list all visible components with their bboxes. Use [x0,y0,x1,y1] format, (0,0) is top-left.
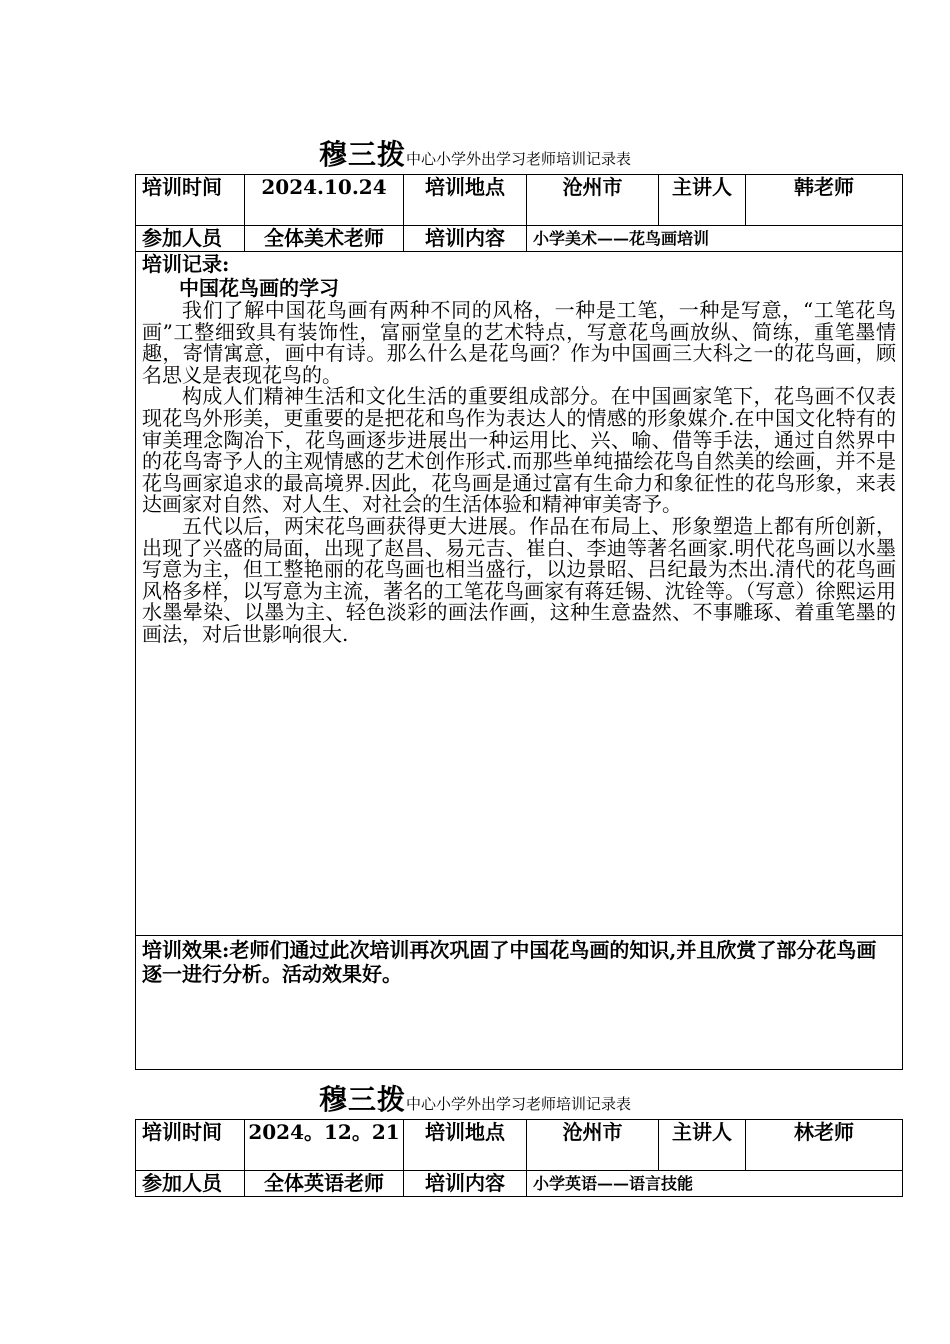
training-record-table [135,1119,903,1197]
place-value: 沧州市 [527,1120,659,1171]
form-title: 中心小学外出学习老师培训记录表 [406,1095,632,1113]
school-name: 穆三拨 [318,1083,406,1116]
info-row [136,1120,903,1171]
place-label: 培训地点 [404,175,527,226]
record-label: 培训记录: [142,252,230,276]
participants-label: 参加人员 [136,1171,245,1197]
participants-row [136,1171,903,1197]
participants-value: 全体英语老师 [245,1171,404,1197]
record-paragraph: 五代以后，两宋花鸟画获得更大进展。作品在布局上、形象塑造上都有所创新，出现了兴盛的局面，出现了赵昌、易元吉、崔白、李迪等著名画家.明代花鸟画以水墨写意为主，但工整艳丽的花鸟画也相当盛行，以边景昭、吕纪最为杰出.清代的花鸟画风格多样，以写意为主流，著名的工笔花鸟画家有蒋廷锡、沈铨等。（写意）徐熙运用水墨晕染、以墨为主、轻色淡彩的画法作画，这种生意盎然、不事雕琢、着重笔墨的画法，对后世影响很大. [142,513,896,646]
record-paragraph: 构成人们精神生活和文化生活的重要组成部分。在中国画家笔下，花鸟画不仅表现花鸟外形美，更重要的是把花和鸟作为表达人的情感的形象媒介.在中国文化特有的审美理念陶冶下，花鸟画逐步进展出一种运用比、兴、喻、借等手法，通过自然界中的花鸟寄予人的主观情感的艺术创作形式.而那些单纯描绘花鸟自然美的绘画，并不是花鸟画家追求的最高境界.因此，花鸟画是通过富有生命力和象征性的花鸟形象，来表达画家对自然、对人生、对社会的生活体验和精神审美寄予。 [142,384,896,517]
content-label: 培训内容 [404,226,527,252]
record-cell [136,252,903,936]
page-title [0,133,950,173]
place-value: 沧州市 [527,175,659,226]
effect-text: 培训效果:老师们通过此次培训再次巩固了中国花鸟画的知识,并且欣赏了部分花鸟画逐一进行分析。活动效果好。 [136,936,903,1070]
time-value: 2024。12。21 [245,1120,404,1171]
participants-row [136,226,903,252]
record-row [136,252,903,936]
record-heading: 中国花鸟画的学习 [179,276,339,300]
time-value: 2024.10.24 [245,175,404,226]
content-value: 小学美术——花鸟画培训 [527,226,903,252]
page-title [0,1078,950,1118]
place-label: 培训地点 [404,1120,527,1171]
effect-row [136,936,903,1070]
participants-value: 全体美术老师 [245,226,404,252]
speaker-label: 主讲人 [659,1120,746,1171]
speaker-value: 韩老师 [746,175,903,226]
info-row [136,175,903,226]
speaker-value: 林老师 [746,1120,903,1171]
time-label: 培训时间 [136,1120,245,1171]
school-name: 穆三拨 [318,138,406,171]
record-paragraph: 我们了解中国花鸟画有两种不同的风格，一种是工笔，一种是写意，“工笔花鸟画”工整细致具有装饰性，富丽堂皇的艺术特点，写意花鸟画放纵、简练，重笔墨情趣，寄情寓意，画中有诗。那么什么是花鸟画？作为中国画三大科之一的花鸟画，顾名思义是表现花鸟的。 [142,298,896,387]
time-label: 培训时间 [136,175,245,226]
speaker-label: 主讲人 [659,175,746,226]
content-value: 小学英语——语言技能 [527,1171,903,1197]
content-label: 培训内容 [404,1171,527,1197]
participants-label: 参加人员 [136,226,245,252]
training-record-table [135,174,903,1070]
form-title: 中心小学外出学习老师培训记录表 [406,150,632,168]
